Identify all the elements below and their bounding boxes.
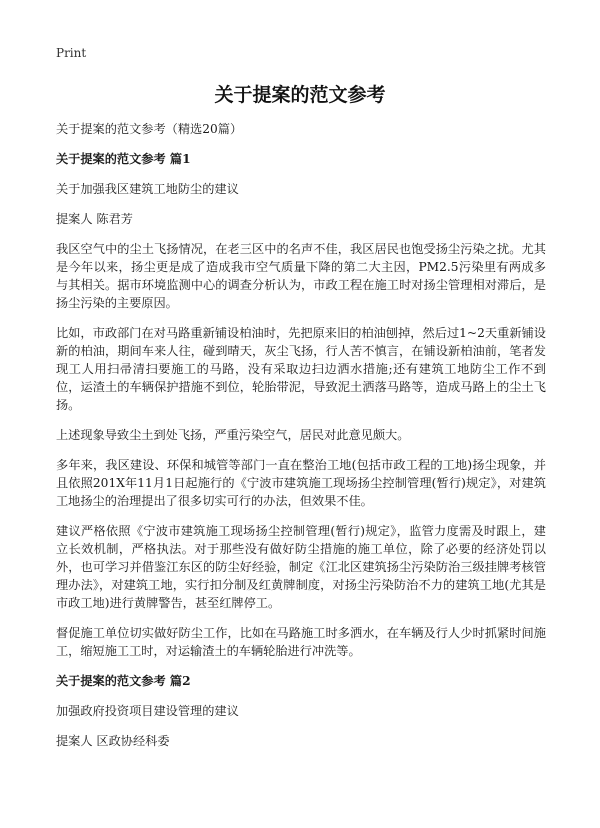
paragraph: 上述现象导致尘土到处飞扬，严重污染空气，居民对此意见颇大。 xyxy=(56,428,410,442)
paragraph: 多年来，我区建设、环保和城管等部门一直在整治工地(包括市政工程的工地)扬尘现象，并且依照201X年11月1日起施行的《宁波市建筑施工现场扬尘控制管理(暂行)规定》，对建筑工地扬尘的治理提出了很多切实可行的办法，但效果不佳。 xyxy=(56,458,546,508)
document-subtitle: 关于提案的范文参考（精选20篇） xyxy=(56,122,243,136)
proposal-title-1: 关于加强我区建筑工地防尘的建议 xyxy=(56,182,239,196)
section-heading-2: 关于提案的范文参考 篇2 xyxy=(56,674,191,688)
paragraph: 建议严格依照《宁波市建筑施工现场扬尘控制管理(暂行)规定》，监管力度需及时跟上，建立长效机制，严格执法。对于那些没有做好防尘措施的施工单位，除了必要的经济处罚以外，也可学习并借鉴江东区的防尘好经验，制定《江北区建筑扬尘污染防治三级挂牌考核管理办法》，对建筑工地，实行扣分制及红黄牌制度，对扬尘污染防治不力的建筑工地(尤其是市政工地)进行黄牌警告，甚至红牌停工。 xyxy=(56,524,546,610)
proposal-title-2: 加强政府投资项目建设管理的建议 xyxy=(56,704,239,718)
paragraph: 比如，市政部门在对马路重新铺设柏油时，先把原来旧的柏油刨掉，然后过1~2天重新铺设新的柏油，期间车来人往，碰到晴天，灰尘飞扬，行人苦不慎言，在铺设新柏油前，笔者发现工人用扫帚清扫要施工的马路，没有采取边扫边洒水措施;还有建筑工地防尘工作不到位，运渣土的车辆保护措施不到位，轮胎带泥，导致泥土洒落马路等，造成马路上的尘土飞扬。 xyxy=(56,326,546,412)
proposer-2: 提案人 区政协经科委 xyxy=(56,734,170,748)
paragraph: 督促施工单位切实做好防尘工作，比如在马路施工时多洒水，在车辆及行人少时抓紧时间施工，缩短施工工时，对运输渣土的车辆轮胎进行冲洗等。 xyxy=(56,626,546,658)
document-body xyxy=(56,120,546,762)
print-link[interactable]: Print xyxy=(56,46,87,60)
section-heading-1: 关于提案的范文参考 篇1 xyxy=(56,152,191,166)
proposer-1: 提案人 陈君芳 xyxy=(56,212,133,226)
paragraph: 我区空气中的尘土飞扬情况，在老三区中的名声不佳，我区居民也饱受扬尘污染之扰。尤其是今年以来，扬尘更是成了造成我市空气质量下降的第二大主因，PM2.5污染里有两成多与其相关。据市环境监测中心的调查分析认为，市政工程在施工时对扬尘管理相对滞后，是扬尘污染的主要原因。 xyxy=(56,242,546,310)
page-title: 关于提案的范文参考 xyxy=(214,84,386,106)
